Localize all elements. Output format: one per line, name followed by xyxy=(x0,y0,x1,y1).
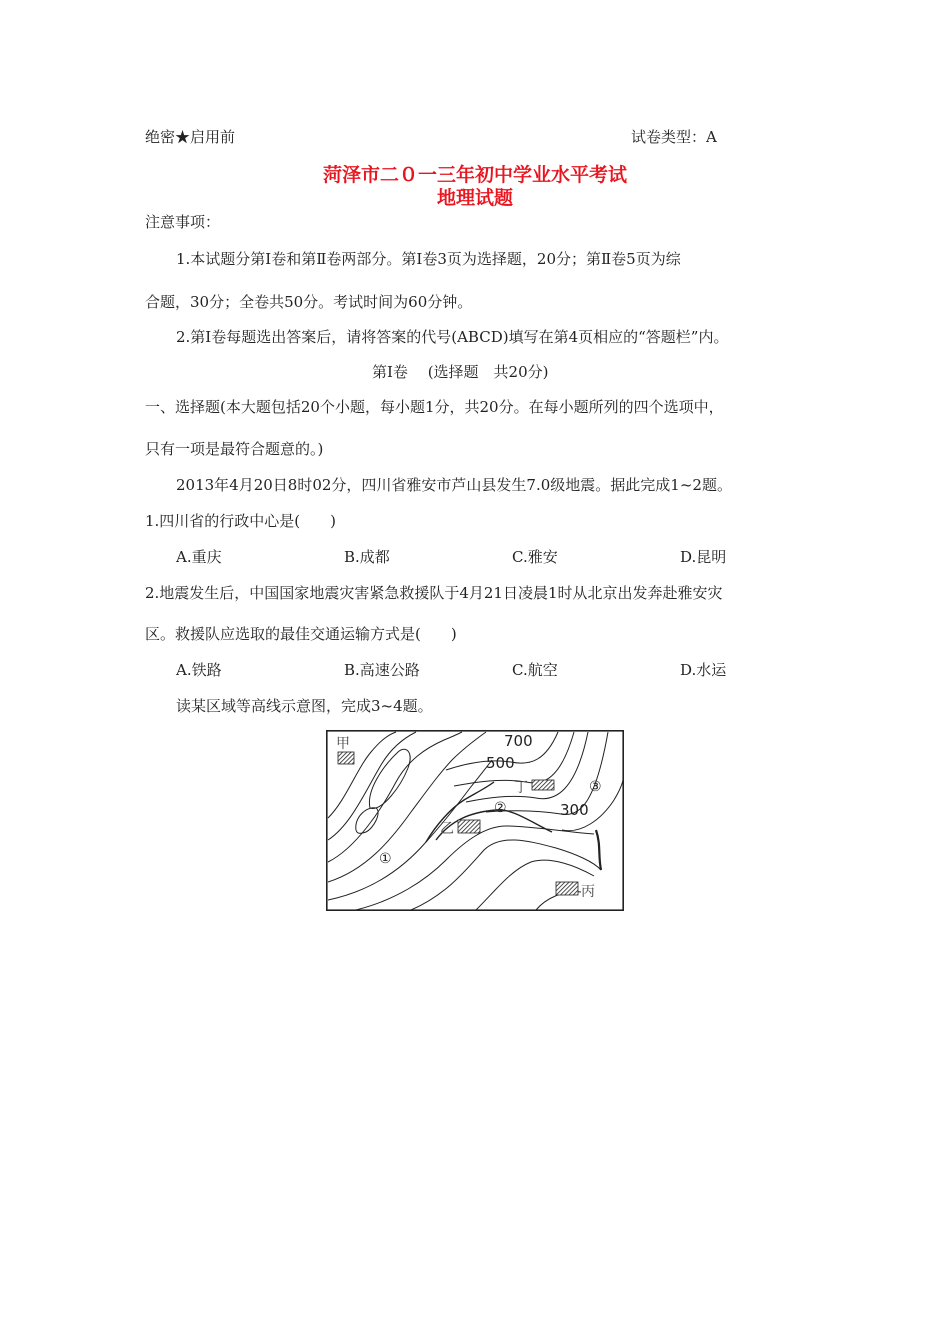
question-1-option-d: D.昆明 xyxy=(680,548,727,566)
question-1-option-c: C.雅安 xyxy=(512,548,558,566)
place-label-jia: 甲 xyxy=(336,736,350,752)
place-marker-bing xyxy=(556,882,578,895)
contour-label-700: 700 xyxy=(504,732,533,750)
place-label-ding: 丁 xyxy=(514,780,528,796)
question-2-stem-line-2: 区。救援队应选取的最佳交通运输方式是( ) xyxy=(145,625,457,643)
exam-title: 菏泽市二０一三年初中学业水平考试 xyxy=(322,164,627,186)
question-1-option-b: B.成都 xyxy=(344,548,390,566)
contour-label-500: 500 xyxy=(486,754,515,772)
contour-map xyxy=(326,730,624,911)
paper-type-label: 试卷类型：A xyxy=(631,128,717,146)
question-2-option-a: A.铁路 xyxy=(176,661,222,679)
place-marker-jia xyxy=(338,752,354,764)
question-2-option-c: C.航空 xyxy=(512,661,558,679)
exam-subtitle: 地理试题 xyxy=(436,187,513,209)
marker-label-3: ③ xyxy=(589,779,602,795)
marker-label-1: ① xyxy=(379,851,392,867)
section-instructions-line-2: 只有一项是最符合题意的。) xyxy=(145,440,324,458)
section-heading: 第Ⅰ卷 (选择题 共20分) xyxy=(372,363,549,381)
section-instructions-line-1: 一、选择题(本大题包括20个小题，每小题1分，共20分。在每小题所列的四个选项中， xyxy=(145,398,724,416)
contour-label-300: 300 xyxy=(560,801,589,819)
notice-heading: 注意事项： xyxy=(145,213,221,231)
notice-item-1-line-2: 合题，30分；全卷共50分。考试时间为60分钟。 xyxy=(145,293,473,311)
notice-item-2: 2.第Ⅰ卷每题选出答案后，请将答案的代号(ABCD)填写在第4页相应的“答题栏”内。 xyxy=(176,328,729,346)
place-label-bing: 丙 xyxy=(581,884,595,900)
place-label-yi: 乙 xyxy=(440,821,454,837)
question-context-2: 读某区域等高线示意图，完成3~4题。 xyxy=(176,697,433,715)
marker-label-2: ② xyxy=(494,800,507,816)
question-1-option-a: A.重庆 xyxy=(176,548,222,566)
question-context-1: 2013年4月20日8时02分，四川省雅安市芦山县发生7.0级地震。据此完成1~2题。 xyxy=(176,476,732,494)
confidential-label: 绝密★启用前 xyxy=(145,128,236,146)
question-2-option-b: B.高速公路 xyxy=(344,661,420,679)
question-1-stem: 1.四川省的行政中心是( ) xyxy=(145,512,337,530)
question-2-option-d: D.水运 xyxy=(680,661,727,679)
question-2-stem-line-1: 2.地震发生后，中国国家地震灾害紧急救援队于4月21日凌晨1时从北京出发奔赴雅安灾 xyxy=(145,584,723,602)
notice-item-1-line-1: 1.本试题分第Ⅰ卷和第Ⅱ卷两部分。第Ⅰ卷3页为选择题，20分；第Ⅱ卷5页为综 xyxy=(176,250,681,268)
place-marker-ding xyxy=(532,780,554,790)
place-marker-yi xyxy=(458,820,480,833)
